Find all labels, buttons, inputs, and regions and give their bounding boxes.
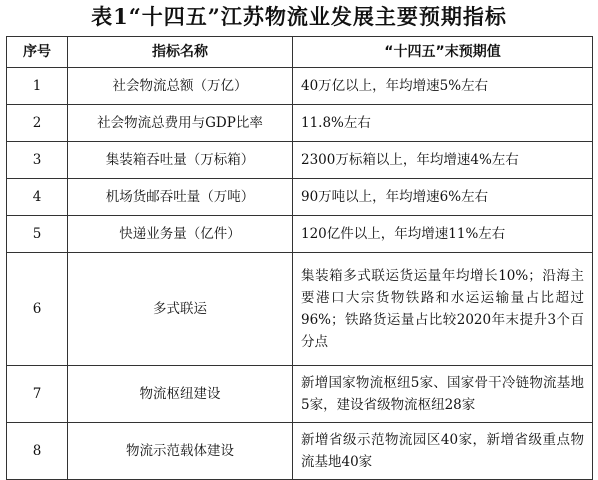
row-serial-number: 5 bbox=[7, 216, 68, 253]
row-serial-number: 2 bbox=[7, 105, 68, 142]
table-row bbox=[7, 253, 593, 366]
header-expected-value: “十四五”末预期值 bbox=[293, 37, 593, 68]
table-row bbox=[7, 216, 593, 253]
row-expected-value: 集装箱多式联运货运量年均增长10%；沿海主要港口大宗货物铁路和水运运输量占比超过96%；铁路货运量占比较2020年末提升3个百分点 bbox=[293, 253, 593, 366]
table-header-row bbox=[7, 37, 593, 68]
row-serial-number: 4 bbox=[7, 179, 68, 216]
row-expected-value: 90万吨以上，年均增速6%左右 bbox=[293, 179, 593, 216]
row-indicator-name: 社会物流总额（万亿） bbox=[68, 68, 293, 105]
table-row bbox=[7, 179, 593, 216]
row-serial-number: 1 bbox=[7, 68, 68, 105]
indicator-table bbox=[6, 36, 593, 480]
row-indicator-name: 集装箱吞吐量（万标箱） bbox=[68, 142, 293, 179]
row-indicator-name: 社会物流总费用与GDP比率 bbox=[68, 105, 293, 142]
row-expected-value: 120亿件以上，年均增速11%左右 bbox=[293, 216, 593, 253]
row-expected-value: 新增国家物流枢纽5家、国家骨干冷链物流基地5家，建设省级物流枢纽28家 bbox=[293, 366, 593, 423]
row-serial-number: 3 bbox=[7, 142, 68, 179]
row-indicator-name: 物流枢纽建设 bbox=[68, 366, 293, 423]
table-row bbox=[7, 68, 593, 105]
table-title: 表1“十四五”江苏物流业发展主要预期指标 bbox=[91, 4, 507, 29]
header-indicator-name: 指标名称 bbox=[68, 37, 293, 68]
row-expected-value: 40万亿以上，年均增速5%左右 bbox=[293, 68, 593, 105]
row-expected-value: 新增省级示范物流园区40家，新增省级重点物流基地40家 bbox=[293, 423, 593, 480]
row-indicator-name: 多式联运 bbox=[68, 253, 293, 366]
row-indicator-name: 物流示范载体建设 bbox=[68, 423, 293, 480]
table-row bbox=[7, 423, 593, 480]
table-row bbox=[7, 142, 593, 179]
row-serial-number: 6 bbox=[7, 253, 68, 366]
row-expected-value: 2300万标箱以上，年均增速4%左右 bbox=[293, 142, 593, 179]
row-serial-number: 7 bbox=[7, 366, 68, 423]
header-serial-number: 序号 bbox=[7, 37, 68, 68]
row-expected-value: 11.8%左右 bbox=[293, 105, 593, 142]
table-row bbox=[7, 105, 593, 142]
row-serial-number: 8 bbox=[7, 423, 68, 480]
row-indicator-name: 机场货邮吞吐量（万吨） bbox=[68, 179, 293, 216]
row-indicator-name: 快递业务量（亿件） bbox=[68, 216, 293, 253]
table-row bbox=[7, 366, 593, 423]
